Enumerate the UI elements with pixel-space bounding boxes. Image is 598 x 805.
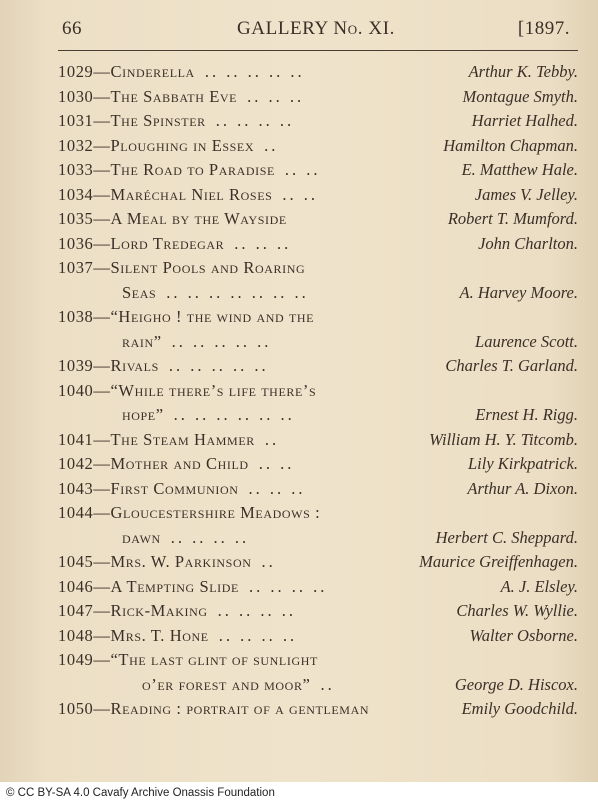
artist-name: William H. Y. Titcomb. <box>429 429 578 449</box>
page-number: 66 <box>62 18 82 39</box>
entry-title-text: 1031—The Spinster <box>58 111 206 130</box>
leader-dots: .. .. .. .. <box>248 576 328 596</box>
artist-name: Herbert C. Sheppard. <box>435 527 578 547</box>
artist-name: John Charlton. <box>478 233 578 253</box>
entry-line <box>58 428 578 453</box>
catalogue-entry <box>58 477 578 502</box>
leader-dots: .. .. .. .. <box>215 111 295 130</box>
entry-title-text: 1045—Mrs. W. Parkinson <box>58 552 252 571</box>
leader-dots: .. <box>264 135 279 155</box>
entry-title <box>58 428 279 453</box>
entry-title-text: 1042—Mother and Child <box>58 454 249 473</box>
entry-line <box>58 232 578 257</box>
entry-title <box>58 477 305 502</box>
artist-name: Lily Kirkpatrick. <box>468 454 578 473</box>
entry-title-text: 1032—Ploughing in Essex <box>58 135 255 155</box>
catalogue-entry <box>58 158 578 183</box>
entry-title <box>58 305 314 330</box>
catalogue-entry <box>58 109 578 134</box>
entry-line <box>58 354 578 379</box>
license-footer: © CC BY-SA 4.0 Cavafy Archive Onassis Foundation <box>0 782 598 805</box>
catalogue-entry <box>58 60 578 85</box>
artist-name: Montague Smyth. <box>462 86 578 106</box>
catalogue-entry <box>58 256 578 305</box>
entry-title-text: o’er forest and moor” <box>142 674 311 694</box>
artist-name: A. Harvey Moore. <box>459 282 578 302</box>
catalogue-entry <box>58 207 578 232</box>
entry-line <box>58 134 578 159</box>
entry-title <box>58 575 327 600</box>
catalogue-entry <box>58 232 578 257</box>
artist-name: Ernest H. Rigg. <box>475 405 578 424</box>
entry-title <box>58 673 335 698</box>
artist-name: Charles W. Wyllie. <box>456 601 578 620</box>
entry-title-text: 1047—Rick-Making <box>58 601 208 620</box>
entry-line <box>58 550 578 575</box>
entry-title-text: 1038—“Heigho ! the wind and the <box>58 307 315 326</box>
entry-title <box>58 697 369 722</box>
leader-dots: .. .. .. .. .. .. .. <box>166 282 309 302</box>
leader-dots: .. <box>264 429 280 449</box>
entry-line <box>58 207 578 232</box>
entry-title <box>58 158 321 183</box>
entry-line <box>58 452 578 477</box>
entry-line <box>58 403 578 428</box>
leader-dots: .. .. .. <box>248 478 306 498</box>
entry-line <box>58 673 578 698</box>
artist-name: A. J. Elsley. <box>500 576 578 596</box>
header-year: [1897. <box>517 18 570 39</box>
leader-dots: .. .. .. <box>247 86 305 106</box>
header-rule <box>58 50 578 51</box>
entry-line <box>58 158 578 183</box>
entry-title <box>58 256 305 281</box>
entry-line <box>58 599 578 624</box>
artist-name: Hamilton Chapman. <box>443 135 578 155</box>
entry-title-text: dawn <box>122 527 161 547</box>
entry-title <box>58 134 278 159</box>
artist-name: Laurence Scott. <box>475 331 578 351</box>
entry-title-text: 1029—Cinderella <box>58 62 195 81</box>
entry-line <box>58 183 578 208</box>
entry-title-text: 1039—Rivals <box>58 356 159 375</box>
entry-title-text: 1036—Lord Tredegar <box>58 233 225 253</box>
catalogue-entry <box>58 85 578 110</box>
entry-title <box>58 109 294 134</box>
entry-title <box>58 648 318 673</box>
entry-title <box>58 281 309 306</box>
entry-title <box>58 452 294 477</box>
catalogue-entry <box>58 354 578 379</box>
page-header <box>62 18 570 42</box>
entry-title <box>58 330 271 355</box>
entry-title-text: 1033—The Road to Paradise <box>58 160 275 179</box>
entry-line <box>58 281 578 306</box>
entry-title <box>58 354 269 379</box>
entry-title-text: 1035—A Meal by the Wayside <box>58 209 287 228</box>
leader-dots: .. .. .. .. .. <box>204 62 305 81</box>
catalogue-entry <box>58 575 578 600</box>
entry-title-text: 1050—Reading : portrait of a gentleman <box>58 699 370 718</box>
entry-line <box>58 330 578 355</box>
catalogue-entry <box>58 599 578 624</box>
leader-dots: .. .. .. .. .. .. <box>173 405 295 424</box>
entry-line <box>58 109 578 134</box>
catalogue-entry <box>58 428 578 453</box>
catalogue-entry <box>58 648 578 697</box>
catalogue-entry <box>58 134 578 159</box>
catalogue-entry <box>58 305 578 354</box>
entry-title-text: 1037—Silent Pools and Roaring <box>58 258 306 277</box>
artist-name: Maurice Greiffenhagen. <box>419 552 578 571</box>
entry-title-text: 1048—Mrs. T. Hone <box>58 625 209 645</box>
catalogue-entry <box>58 183 578 208</box>
entry-title <box>58 60 305 85</box>
artist-name: George D. Hiscox. <box>454 674 578 694</box>
artist-name: Arthur A. Dixon. <box>467 478 578 498</box>
entry-line <box>58 526 578 551</box>
entry-title-text: 1030—The Sabbath Eve <box>58 86 238 106</box>
entry-line <box>58 256 578 281</box>
entry-line <box>58 85 578 110</box>
artist-name: Harriet Halhed. <box>471 111 578 130</box>
entry-line <box>58 477 578 502</box>
artist-name: James V. Jelley. <box>474 184 578 204</box>
entry-line <box>58 648 578 673</box>
entry-line <box>58 60 578 85</box>
leader-dots: .. .. .. .. <box>218 625 298 645</box>
leader-dots: .. .. .. <box>234 233 292 253</box>
leader-dots: .. .. .. .. .. <box>171 331 272 351</box>
entry-title-text: 1041—The Steam Hammer <box>58 429 255 449</box>
gallery-title: GALLERY No. XI. <box>236 18 396 39</box>
entry-title-text: 1046—A Tempting Slide <box>58 576 239 596</box>
leader-dots: .. <box>320 674 335 694</box>
entry-title <box>58 379 316 404</box>
entry-title-text: 1043—First Communion <box>58 478 239 498</box>
artist-name: Arthur K. Tebby. <box>468 62 578 81</box>
entry-line <box>58 624 578 649</box>
entry-title <box>58 526 249 551</box>
catalogue-entry <box>58 379 578 428</box>
leader-dots: .. .. <box>284 160 321 179</box>
leader-dots: .. .. .. .. <box>170 527 250 547</box>
catalogue-entry <box>58 624 578 649</box>
catalogue-entry <box>58 452 578 477</box>
catalogue-entry <box>58 697 578 722</box>
artist-name: Emily Goodchild. <box>461 699 578 718</box>
catalogue-entry <box>58 501 578 550</box>
entry-title-text: Seas <box>122 282 157 302</box>
entry-line <box>58 305 578 330</box>
entry-list <box>58 60 578 722</box>
entry-title <box>58 183 318 208</box>
artist-name: E. Matthew Hale. <box>461 160 578 179</box>
entry-title <box>58 85 304 110</box>
leader-dots: .. .. <box>282 184 319 204</box>
leader-dots: .. .. .. .. <box>217 601 296 620</box>
leader-dots: .. .. .. .. .. <box>168 356 269 375</box>
entry-line <box>58 697 578 722</box>
entry-title-text: 1049—“The last glint of sunlight <box>58 650 318 669</box>
entry-title <box>58 550 276 575</box>
entry-line <box>58 379 578 404</box>
leader-dots: .. .. <box>258 454 295 473</box>
entry-title-text: hope” <box>122 405 164 424</box>
entry-line <box>58 501 578 526</box>
catalogue-entry <box>58 550 578 575</box>
entry-title <box>58 599 296 624</box>
entry-line <box>58 575 578 600</box>
artist-name: Charles T. Garland. <box>445 356 578 375</box>
entry-title-text: 1044—Gloucestershire Meadows : <box>58 503 321 522</box>
entry-title-text: rain” <box>122 331 162 351</box>
artist-name: Walter Osborne. <box>469 625 578 645</box>
artist-name: Robert T. Mumford. <box>447 209 578 228</box>
entry-title <box>58 207 287 232</box>
entry-title <box>58 232 291 257</box>
entry-title <box>58 624 297 649</box>
entry-title <box>58 501 320 526</box>
entry-title <box>58 403 295 428</box>
leader-dots: .. <box>261 552 276 571</box>
entry-title-text: 1034—Maréchal Niel Roses <box>58 184 273 204</box>
entry-title-text: 1040—“While there’s life there’s <box>58 380 317 400</box>
